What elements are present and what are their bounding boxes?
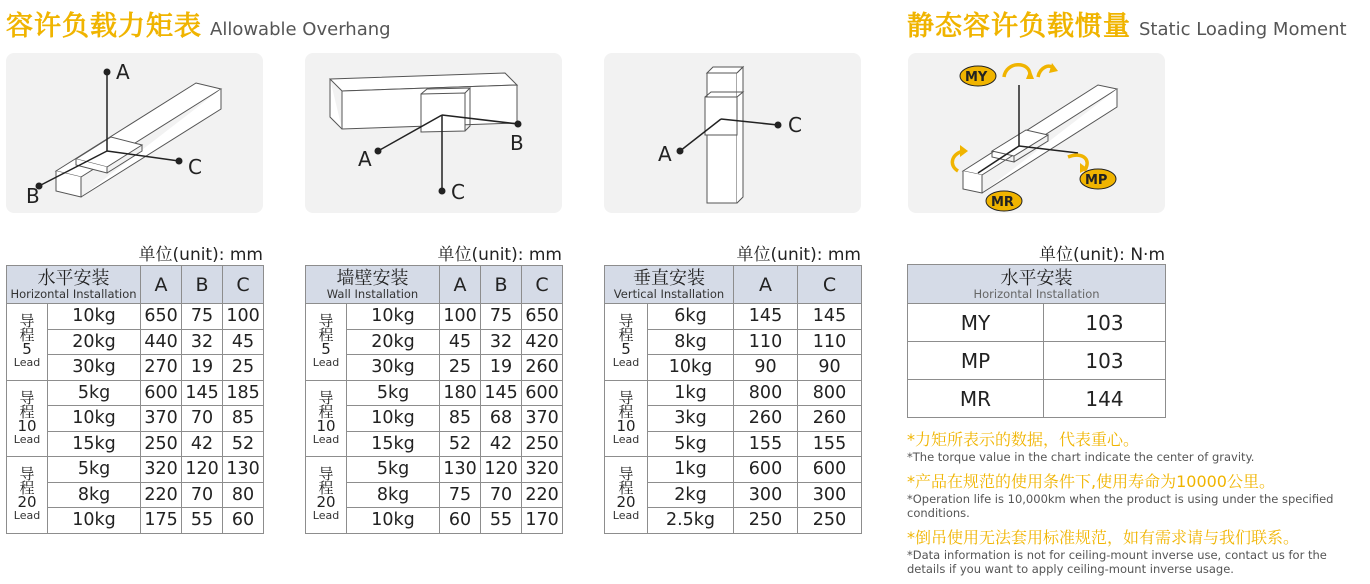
value-cell: 600 <box>734 457 798 483</box>
value-cell: 320 <box>141 457 182 483</box>
lead-zh-2: 程 <box>19 479 35 498</box>
value-cell: 70 <box>481 482 522 508</box>
load-cell: 5kg <box>347 457 440 483</box>
table-title-zh: 水平安装 <box>37 268 110 289</box>
table-row <box>605 304 862 330</box>
overhang-title <box>6 4 391 42</box>
lead-group-cell <box>7 457 48 534</box>
lead-number: 10 <box>616 416 636 435</box>
value-cell: 420 <box>522 329 563 355</box>
moment-value-cell: 144 <box>1044 380 1166 418</box>
lead-group-cell <box>306 304 347 381</box>
table-title-cell <box>605 266 734 304</box>
moment-title <box>907 4 1347 42</box>
value-cell: 100 <box>223 304 264 330</box>
overhang-title-zh: 容许负载力矩表 <box>6 11 202 42</box>
value-cell: 145 <box>481 380 522 406</box>
lead-group-cell <box>7 304 48 381</box>
load-cell: 15kg <box>347 431 440 457</box>
horizontal-installation-table <box>6 265 264 534</box>
lead-number: 5 <box>621 340 631 359</box>
lead-group-cell <box>605 304 648 381</box>
column-header-b: B <box>182 266 223 304</box>
value-cell: 320 <box>522 457 563 483</box>
load-cell: 1kg <box>648 380 734 406</box>
value-cell: 80 <box>223 482 264 508</box>
notes-section <box>907 430 1367 582</box>
lead-number: 5 <box>321 340 331 359</box>
value-cell: 600 <box>522 380 563 406</box>
load-cell: 20kg <box>48 329 141 355</box>
diagram2-label-b: B <box>510 131 524 155</box>
note-en: *Operation life is 10,000km when the product is using under the specified conditions. <box>907 492 1334 520</box>
table-row <box>605 457 862 483</box>
table-row <box>7 380 264 406</box>
vertical-installation-table <box>604 265 862 534</box>
note-zh: *产品在规范的使用条件下,使用寿命为10000公里。 <box>907 472 1275 491</box>
load-cell: 15kg <box>48 431 141 457</box>
table-row <box>7 304 264 330</box>
table-row <box>908 342 1166 380</box>
value-cell: 145 <box>798 304 862 330</box>
diagram1-label-c: C <box>188 155 202 179</box>
value-cell: 650 <box>141 304 182 330</box>
diagram4-label-mp: MP <box>1085 173 1108 188</box>
table-title-en: Horizontal Installation <box>10 287 137 301</box>
lead-number: 20 <box>616 493 636 512</box>
lead-number: 5 <box>22 340 32 359</box>
lead-zh-1: 导 <box>618 465 634 484</box>
column-header-c: C <box>223 266 264 304</box>
value-cell: 260 <box>798 406 862 432</box>
lead-number: 10 <box>316 416 336 435</box>
load-cell: 10kg <box>48 304 141 330</box>
value-cell: 19 <box>182 355 223 381</box>
moment-key-cell: MP <box>908 342 1044 380</box>
value-cell: 600 <box>141 380 182 406</box>
value-cell: 300 <box>734 482 798 508</box>
value-cell: 370 <box>522 406 563 432</box>
table-header-row <box>605 266 862 304</box>
lead-number: 10 <box>17 416 37 435</box>
value-cell: 75 <box>440 482 481 508</box>
table-title-en: Vertical Installation <box>613 287 725 301</box>
load-cell: 5kg <box>48 457 141 483</box>
load-cell: 30kg <box>48 355 141 381</box>
lead-zh-2: 程 <box>19 402 35 421</box>
value-cell: 42 <box>481 431 522 457</box>
table-title-zh: 水平安装 <box>1000 267 1073 289</box>
load-cell: 10kg <box>648 355 734 381</box>
lead-zh-2: 程 <box>618 326 634 345</box>
load-cell: 6kg <box>648 304 734 330</box>
note-zh: *倒吊使用无法套用标准规范，如有需求请与我们联系。 <box>907 528 1300 547</box>
table-row <box>7 457 264 483</box>
value-cell: 42 <box>182 431 223 457</box>
value-cell: 440 <box>141 329 182 355</box>
lead-group-cell <box>306 457 347 534</box>
value-cell: 145 <box>182 380 223 406</box>
column-header-a: A <box>141 266 182 304</box>
load-cell: 10kg <box>347 406 440 432</box>
table-header-row <box>908 265 1166 304</box>
column-header-b: B <box>481 266 522 304</box>
value-cell: 70 <box>182 406 223 432</box>
table-title-cell <box>908 265 1166 304</box>
value-cell: 55 <box>481 508 522 534</box>
diagram3-label-a: A <box>658 142 672 166</box>
table-row <box>605 380 862 406</box>
value-cell: 120 <box>182 457 223 483</box>
table-title-cell <box>7 266 141 304</box>
lead-group-cell <box>605 457 648 534</box>
value-cell: 32 <box>481 329 522 355</box>
value-cell: 220 <box>522 482 563 508</box>
table-row <box>908 304 1166 342</box>
horizontal-installation-diagram <box>6 53 263 213</box>
lead-label: Lead <box>612 432 640 446</box>
table-row <box>306 304 563 330</box>
lead-zh-2: 程 <box>318 479 334 498</box>
lead-label: Lead <box>612 509 640 523</box>
wall-installation-diagram <box>305 53 562 213</box>
lead-group-cell <box>605 380 648 457</box>
value-cell: 270 <box>141 355 182 381</box>
static-moment-diagram <box>908 53 1165 213</box>
value-cell: 90 <box>798 355 862 381</box>
note-en: *The torque value in the chart indicate the center of gravity. <box>907 450 1255 464</box>
load-cell: 2.5kg <box>648 508 734 534</box>
lead-group-cell <box>306 380 347 457</box>
load-cell: 20kg <box>347 329 440 355</box>
diagram4-label-mr: MR <box>991 195 1014 210</box>
lead-zh-2: 程 <box>318 402 334 421</box>
table-row <box>306 380 563 406</box>
value-cell: 220 <box>141 482 182 508</box>
column-header-c: C <box>798 266 862 304</box>
value-cell: 155 <box>734 431 798 457</box>
value-cell: 75 <box>481 304 522 330</box>
value-cell: 170 <box>522 508 563 534</box>
value-cell: 75 <box>182 304 223 330</box>
note-zh: *力矩所表示的数据，代表重心。 <box>907 430 1140 449</box>
load-cell: 30kg <box>347 355 440 381</box>
value-cell: 85 <box>440 406 481 432</box>
value-cell: 800 <box>734 380 798 406</box>
lead-zh-1: 导 <box>318 312 334 331</box>
value-cell: 60 <box>440 508 481 534</box>
diagram4-label-my: MY <box>965 70 988 85</box>
unit-label-moment: 单位(unit): N·m <box>1038 245 1165 265</box>
load-cell: 10kg <box>48 406 141 432</box>
lead-zh-2: 程 <box>19 326 35 345</box>
diagram2-label-c: C <box>451 180 465 204</box>
value-cell: 800 <box>798 380 862 406</box>
value-cell: 68 <box>481 406 522 432</box>
value-cell: 100 <box>440 304 481 330</box>
lead-zh-2: 程 <box>618 479 634 498</box>
lead-zh-1: 导 <box>618 388 634 407</box>
moment-value-cell: 103 <box>1044 304 1166 342</box>
load-cell: 5kg <box>648 431 734 457</box>
column-header-a: A <box>734 266 798 304</box>
lead-zh-1: 导 <box>318 465 334 484</box>
vertical-installation-diagram <box>604 53 861 213</box>
lead-zh-1: 导 <box>19 312 35 331</box>
unit-label-horizontal: 单位(unit): mm <box>138 245 263 265</box>
value-cell: 110 <box>734 329 798 355</box>
value-cell: 130 <box>440 457 481 483</box>
value-cell: 180 <box>440 380 481 406</box>
table-title-en: Wall Installation <box>326 287 419 301</box>
table-header-row <box>306 266 563 304</box>
value-cell: 110 <box>798 329 862 355</box>
value-cell: 250 <box>522 431 563 457</box>
value-cell: 250 <box>141 431 182 457</box>
overhang-title-en: Allowable Overhang <box>210 19 391 40</box>
load-cell: 8kg <box>347 482 440 508</box>
column-header-a: A <box>440 266 481 304</box>
load-cell: 3kg <box>648 406 734 432</box>
load-cell: 10kg <box>347 304 440 330</box>
moment-value-cell: 103 <box>1044 342 1166 380</box>
lead-number: 20 <box>316 493 336 512</box>
value-cell: 130 <box>223 457 264 483</box>
diagram3-label-c: C <box>788 113 802 137</box>
table-title-zh: 墙壁安装 <box>336 268 409 289</box>
value-cell: 85 <box>223 406 264 432</box>
load-cell: 8kg <box>48 482 141 508</box>
value-cell: 25 <box>223 355 264 381</box>
lead-label: Lead <box>312 509 340 523</box>
load-cell: 10kg <box>48 508 141 534</box>
moment-title-zh: 静态容许负载惯量 <box>907 11 1131 42</box>
moment-key-cell: MR <box>908 380 1044 418</box>
value-cell: 185 <box>223 380 264 406</box>
value-cell: 300 <box>798 482 862 508</box>
value-cell: 155 <box>798 431 862 457</box>
diagram1-label-a: A <box>116 60 130 84</box>
table-header-row <box>7 266 264 304</box>
lead-label: Lead <box>13 432 41 446</box>
load-cell: 8kg <box>648 329 734 355</box>
note-en: *Data information is not for ceiling-mount inverse use, contact us for the details if you want to apply ceiling-mount inverse usage. <box>907 548 1327 576</box>
value-cell: 52 <box>223 431 264 457</box>
moment-title-en: Static Loading Moment <box>1139 19 1347 40</box>
value-cell: 145 <box>734 304 798 330</box>
unit-label-vertical: 单位(unit): mm <box>736 245 861 265</box>
value-cell: 650 <box>522 304 563 330</box>
load-cell: 10kg <box>347 508 440 534</box>
load-cell: 5kg <box>347 380 440 406</box>
value-cell: 32 <box>182 329 223 355</box>
lead-group-cell <box>7 380 48 457</box>
unit-label-wall: 单位(unit): mm <box>437 245 562 265</box>
load-cell: 1kg <box>648 457 734 483</box>
value-cell: 60 <box>223 508 264 534</box>
diagram2-label-a: A <box>358 147 372 171</box>
table-title-en: Horizontal Installation <box>973 286 1100 301</box>
value-cell: 600 <box>798 457 862 483</box>
value-cell: 25 <box>440 355 481 381</box>
value-cell: 175 <box>141 508 182 534</box>
wall-installation-table <box>305 265 563 534</box>
value-cell: 90 <box>734 355 798 381</box>
value-cell: 120 <box>481 457 522 483</box>
value-cell: 19 <box>481 355 522 381</box>
value-cell: 55 <box>182 508 223 534</box>
table-row <box>306 457 563 483</box>
value-cell: 45 <box>440 329 481 355</box>
value-cell: 250 <box>734 508 798 534</box>
value-cell: 370 <box>141 406 182 432</box>
value-cell: 260 <box>522 355 563 381</box>
lead-label: Lead <box>312 432 340 446</box>
lead-label: Lead <box>13 356 41 370</box>
column-header-c: C <box>522 266 563 304</box>
moment-key-cell: MY <box>908 304 1044 342</box>
value-cell: 45 <box>223 329 264 355</box>
value-cell: 52 <box>440 431 481 457</box>
load-cell: 2kg <box>648 482 734 508</box>
lead-zh-1: 导 <box>19 388 35 407</box>
lead-label: Lead <box>312 356 340 370</box>
value-cell: 250 <box>798 508 862 534</box>
lead-zh-2: 程 <box>318 326 334 345</box>
load-cell: 5kg <box>48 380 141 406</box>
lead-zh-1: 导 <box>618 312 634 331</box>
lead-zh-2: 程 <box>618 402 634 421</box>
table-title-zh: 垂直安装 <box>633 268 705 289</box>
value-cell: 70 <box>182 482 223 508</box>
static-moment-table <box>907 264 1166 418</box>
lead-label: Lead <box>612 356 640 370</box>
table-row <box>908 380 1166 418</box>
lead-zh-1: 导 <box>19 465 35 484</box>
value-cell: 260 <box>734 406 798 432</box>
lead-zh-1: 导 <box>318 388 334 407</box>
diagram1-label-b: B <box>26 184 40 208</box>
table-title-cell <box>306 266 440 304</box>
lead-number: 20 <box>17 493 37 512</box>
lead-label: Lead <box>13 509 41 523</box>
